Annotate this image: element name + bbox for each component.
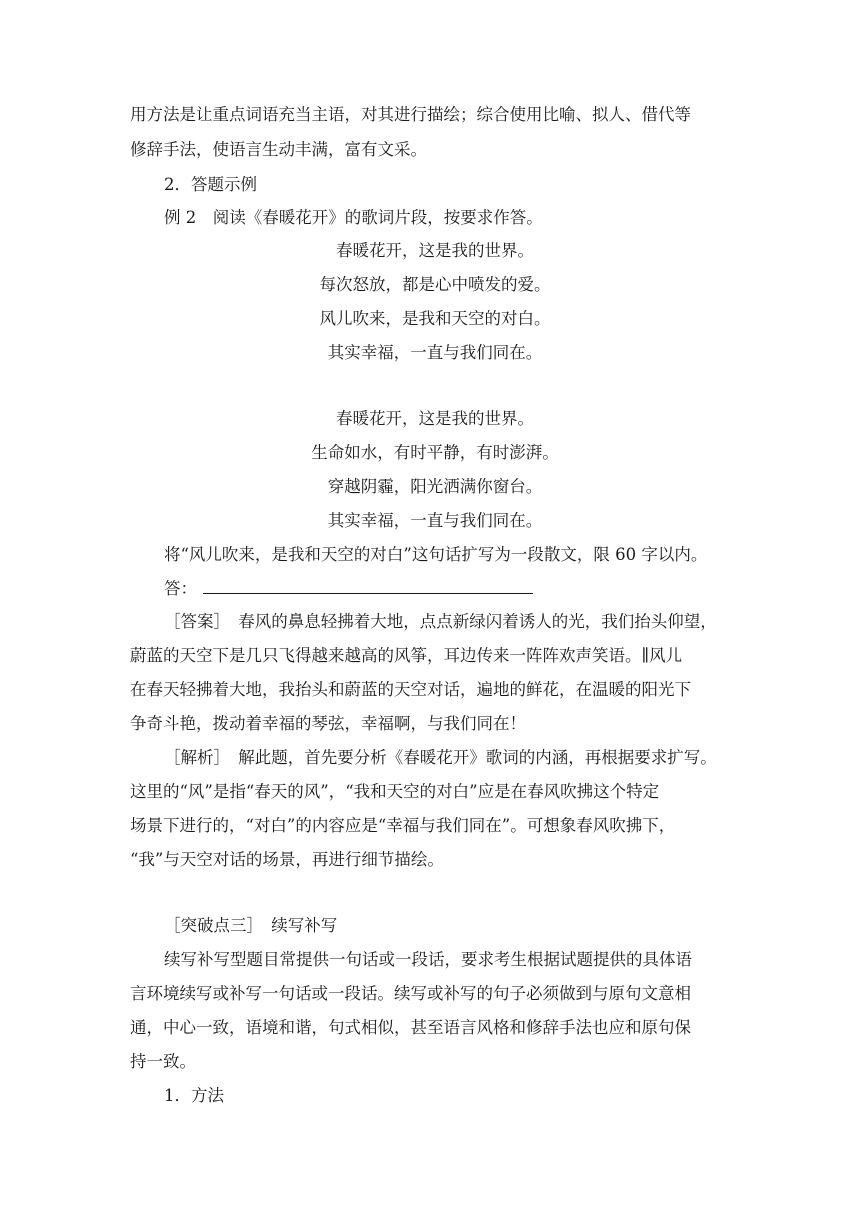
lyric-line: 生命如水，有时平静，有时澎湃。 <box>311 443 559 462</box>
answer-line-2: 蔚蓝的天空下是几只飞得越来越高的风筝，耳边传来一阵阵欢声笑语。∥风儿 <box>130 646 683 665</box>
answer-prefix: 答： <box>164 579 197 598</box>
analysis-line-1: ［解析］ 解此题，首先要分析《春暖花开》歌词的内涵，再根据要求扩写。 <box>164 748 717 767</box>
lyric-line: 春暖花开，这是我的世界。 <box>336 409 534 428</box>
example-task: 将“风儿吹来，是我和天空的对白”这句话扩写为一段散文，限 60 字以内。 <box>164 545 708 564</box>
answer-blank-line <box>203 577 533 594</box>
lyric-line: 其实幸福，一直与我们同在。 <box>327 343 543 362</box>
answer-line-1: ［答案］ 春风的鼻息轻拂着大地，点点新绿闪着诱人的光，我们抬头仰望， <box>164 612 717 631</box>
breakthrough-heading: ［突破点三］ 续写补写 <box>164 916 338 935</box>
analysis-line-2: 这里的“风”是指“春天的风”，“我和天空的对白”应是在春风吹拂这个特定 <box>130 782 660 801</box>
section3-line-2: 言环境续写或补写一句话或一段话。续写或补写的句子必须做到与原句文意相 <box>130 984 691 1003</box>
section3-line-1: 续写补写型题目常提供一句话或一段话，要求考生根据试题提供的具体语 <box>164 950 692 969</box>
analysis-line-3: 场景下进行的，“对白”的内容应是“幸福与我们同在”。可想象春风吹拂下， <box>130 816 676 835</box>
lyric-line: 春暖花开，这是我的世界。 <box>336 241 534 260</box>
lyric-line: 穿越阴霾，阳光洒满你窗台。 <box>327 477 543 496</box>
lyric-line: 每次怒放，都是心中喷发的爱。 <box>319 275 551 294</box>
intro-line-1: 用方法是让重点词语充当主语，对其进行描绘；综合使用比喻、拟人、借代等 <box>130 105 691 124</box>
lyric-line: 风儿吹来，是我和天空的对白。 <box>319 309 551 328</box>
answer-line-4: 争奇斗艳，拨动着幸福的琴弦，幸福啊，与我们同在！ <box>130 714 526 733</box>
section3-line-3: 通，中心一致，语境和谐，句式相似，甚至语言风格和修辞手法也应和原句保 <box>130 1018 691 1037</box>
section-heading-answer-example: 2．答题示例 <box>164 175 257 194</box>
answer-line-3: 在春天轻拂着大地，我抬头和蔚蓝的天空对话，遍地的鲜花，在温暖的阳光下 <box>130 680 691 699</box>
method-heading: 1．方法 <box>164 1086 224 1105</box>
analysis-line-4: “我”与天空对话的场景，再进行细节描绘。 <box>130 850 444 869</box>
intro-line-2: 修辞手法，使语言生动丰满，富有文采。 <box>130 140 427 159</box>
section3-line-4: 持一致。 <box>130 1052 196 1071</box>
lyric-line: 其实幸福，一直与我们同在。 <box>327 511 543 530</box>
example-title: 例 2 阅读《春暖花开》的歌词片段，按要求作答。 <box>164 208 543 227</box>
answer-field <box>164 577 774 600</box>
